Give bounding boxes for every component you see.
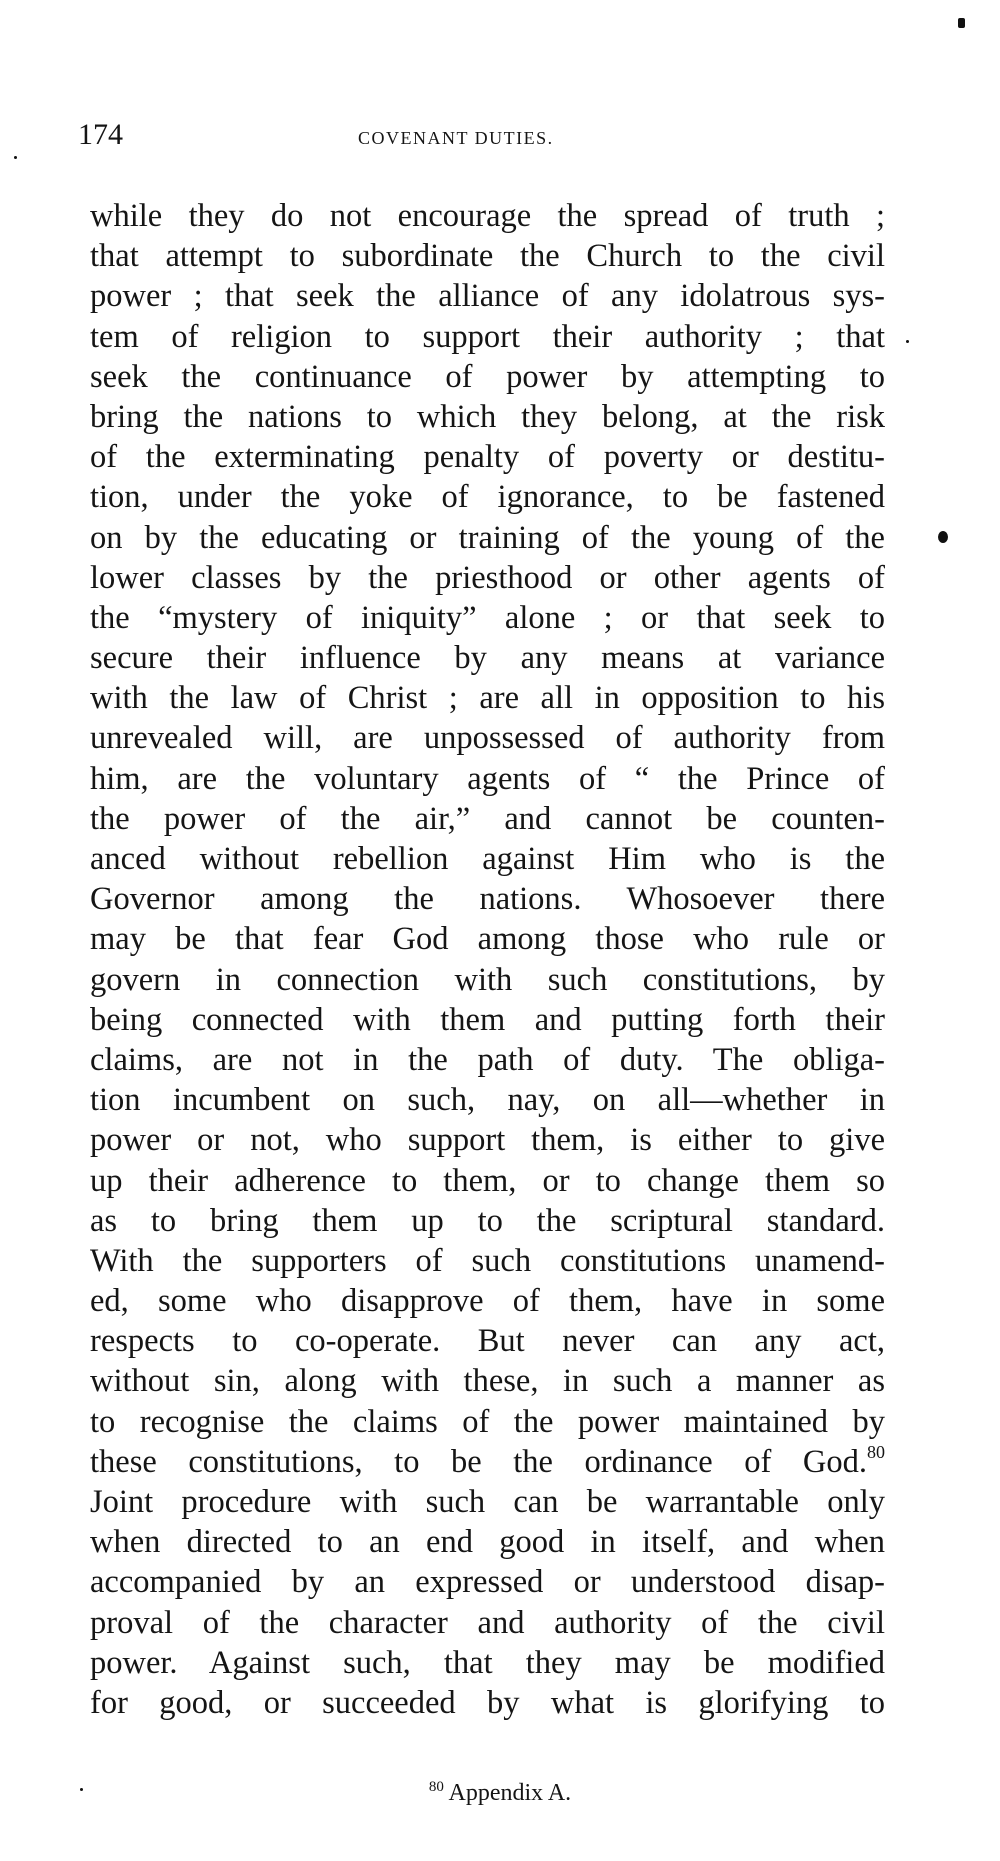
footnote-marker: 80 (428, 1779, 444, 1795)
scan-speck (80, 1788, 83, 1791)
body-line: the “mystery of iniquity” alone ; or that seek to (90, 599, 885, 636)
footnote (0, 1780, 1000, 1807)
footnote-text: Appendix A. (448, 1780, 572, 1806)
body-line: as to bring them up to the scriptural standard. (90, 1202, 885, 1239)
body-line: respects to co-operate. But never can any act, (90, 1323, 885, 1360)
running-head: COVENANT DUTIES. (358, 128, 554, 148)
body-line: up their adherence to them, or to change them so (90, 1162, 885, 1199)
body-line: tion, under the yoke of ignorance, to be fastened (90, 479, 885, 516)
page-number: 174 (78, 118, 123, 151)
body-line: when directed to an end good in itself, and when (90, 1524, 885, 1561)
body-line: Governor among the nations. Whosoever there (90, 881, 885, 918)
body-line: unrevealed will, are unpossessed of authority from (90, 720, 885, 757)
footnote-reference: 80 (867, 1441, 885, 1462)
body-text (90, 196, 885, 1723)
body-line: power. Against such, that they may be modified (90, 1644, 885, 1681)
body-line: lower classes by the priesthood or other agents of (90, 559, 885, 596)
body-line: govern in connection with such constitutions, by (90, 961, 885, 998)
body-line: power ; that seek the alliance of any idolatrous sys- (90, 278, 885, 315)
body-line: ed, some who disapprove of them, have in some (90, 1283, 885, 1320)
body-line: may be that fear God among those who rule or (90, 921, 885, 958)
scan-speck (906, 340, 909, 343)
body-line: him, are the voluntary agents of “ the Prince of (90, 760, 885, 797)
body-line: that attempt to subordinate the Church to the civil (90, 238, 885, 275)
body-line: proval of the character and authority of the civil (90, 1604, 885, 1641)
scan-speck (14, 156, 17, 159)
body-line: while they do not encourage the spread of truth ; (90, 198, 885, 234)
body-line: for good, or succeeded by what is glorifying to (90, 1684, 885, 1721)
scan-speck (958, 18, 965, 28)
body-line-with-footnote-ref (90, 1442, 885, 1482)
body-line: claims, are not in the path of duty. The obliga- (90, 1041, 885, 1078)
body-line: power or not, who support them, is either to give (90, 1122, 885, 1159)
body-line: seek the continuance of power by attempting to (90, 358, 885, 395)
body-line: Joint procedure with such can be warrantable only (90, 1484, 885, 1520)
page-header (78, 118, 868, 158)
body-line: With the supporters of such constitutions unamend- (90, 1242, 885, 1279)
body-line: anced without rebellion against Him who is the (90, 841, 885, 877)
body-line: being connected with them and putting forth their (90, 1001, 885, 1038)
body-line: with the law of Christ ; are all in opposition to his (90, 680, 885, 717)
body-line-text: these constitutions, to be the ordinance of God. (90, 1443, 867, 1480)
body-line: the power of the air,” and cannot be counten- (90, 800, 885, 837)
scan-speck (938, 531, 948, 543)
body-line: secure their influence by any means at variance (90, 640, 885, 677)
body-line: tem of religion to support their authority ; that (90, 318, 885, 355)
body-line: bring the nations to which they belong, at the risk (90, 398, 885, 435)
body-line: to recognise the claims of the power maintained by (90, 1403, 885, 1440)
body-line: accompanied by an expressed or understood disap- (90, 1564, 885, 1601)
body-line: tion incumbent on such, nay, on all—whether in (90, 1082, 885, 1119)
body-line: on by the educating or training of the young of the (90, 519, 885, 556)
body-line: of the exterminating penalty of poverty or destitu- (90, 439, 885, 476)
body-line: without sin, along with these, in such a manner as (90, 1363, 885, 1400)
